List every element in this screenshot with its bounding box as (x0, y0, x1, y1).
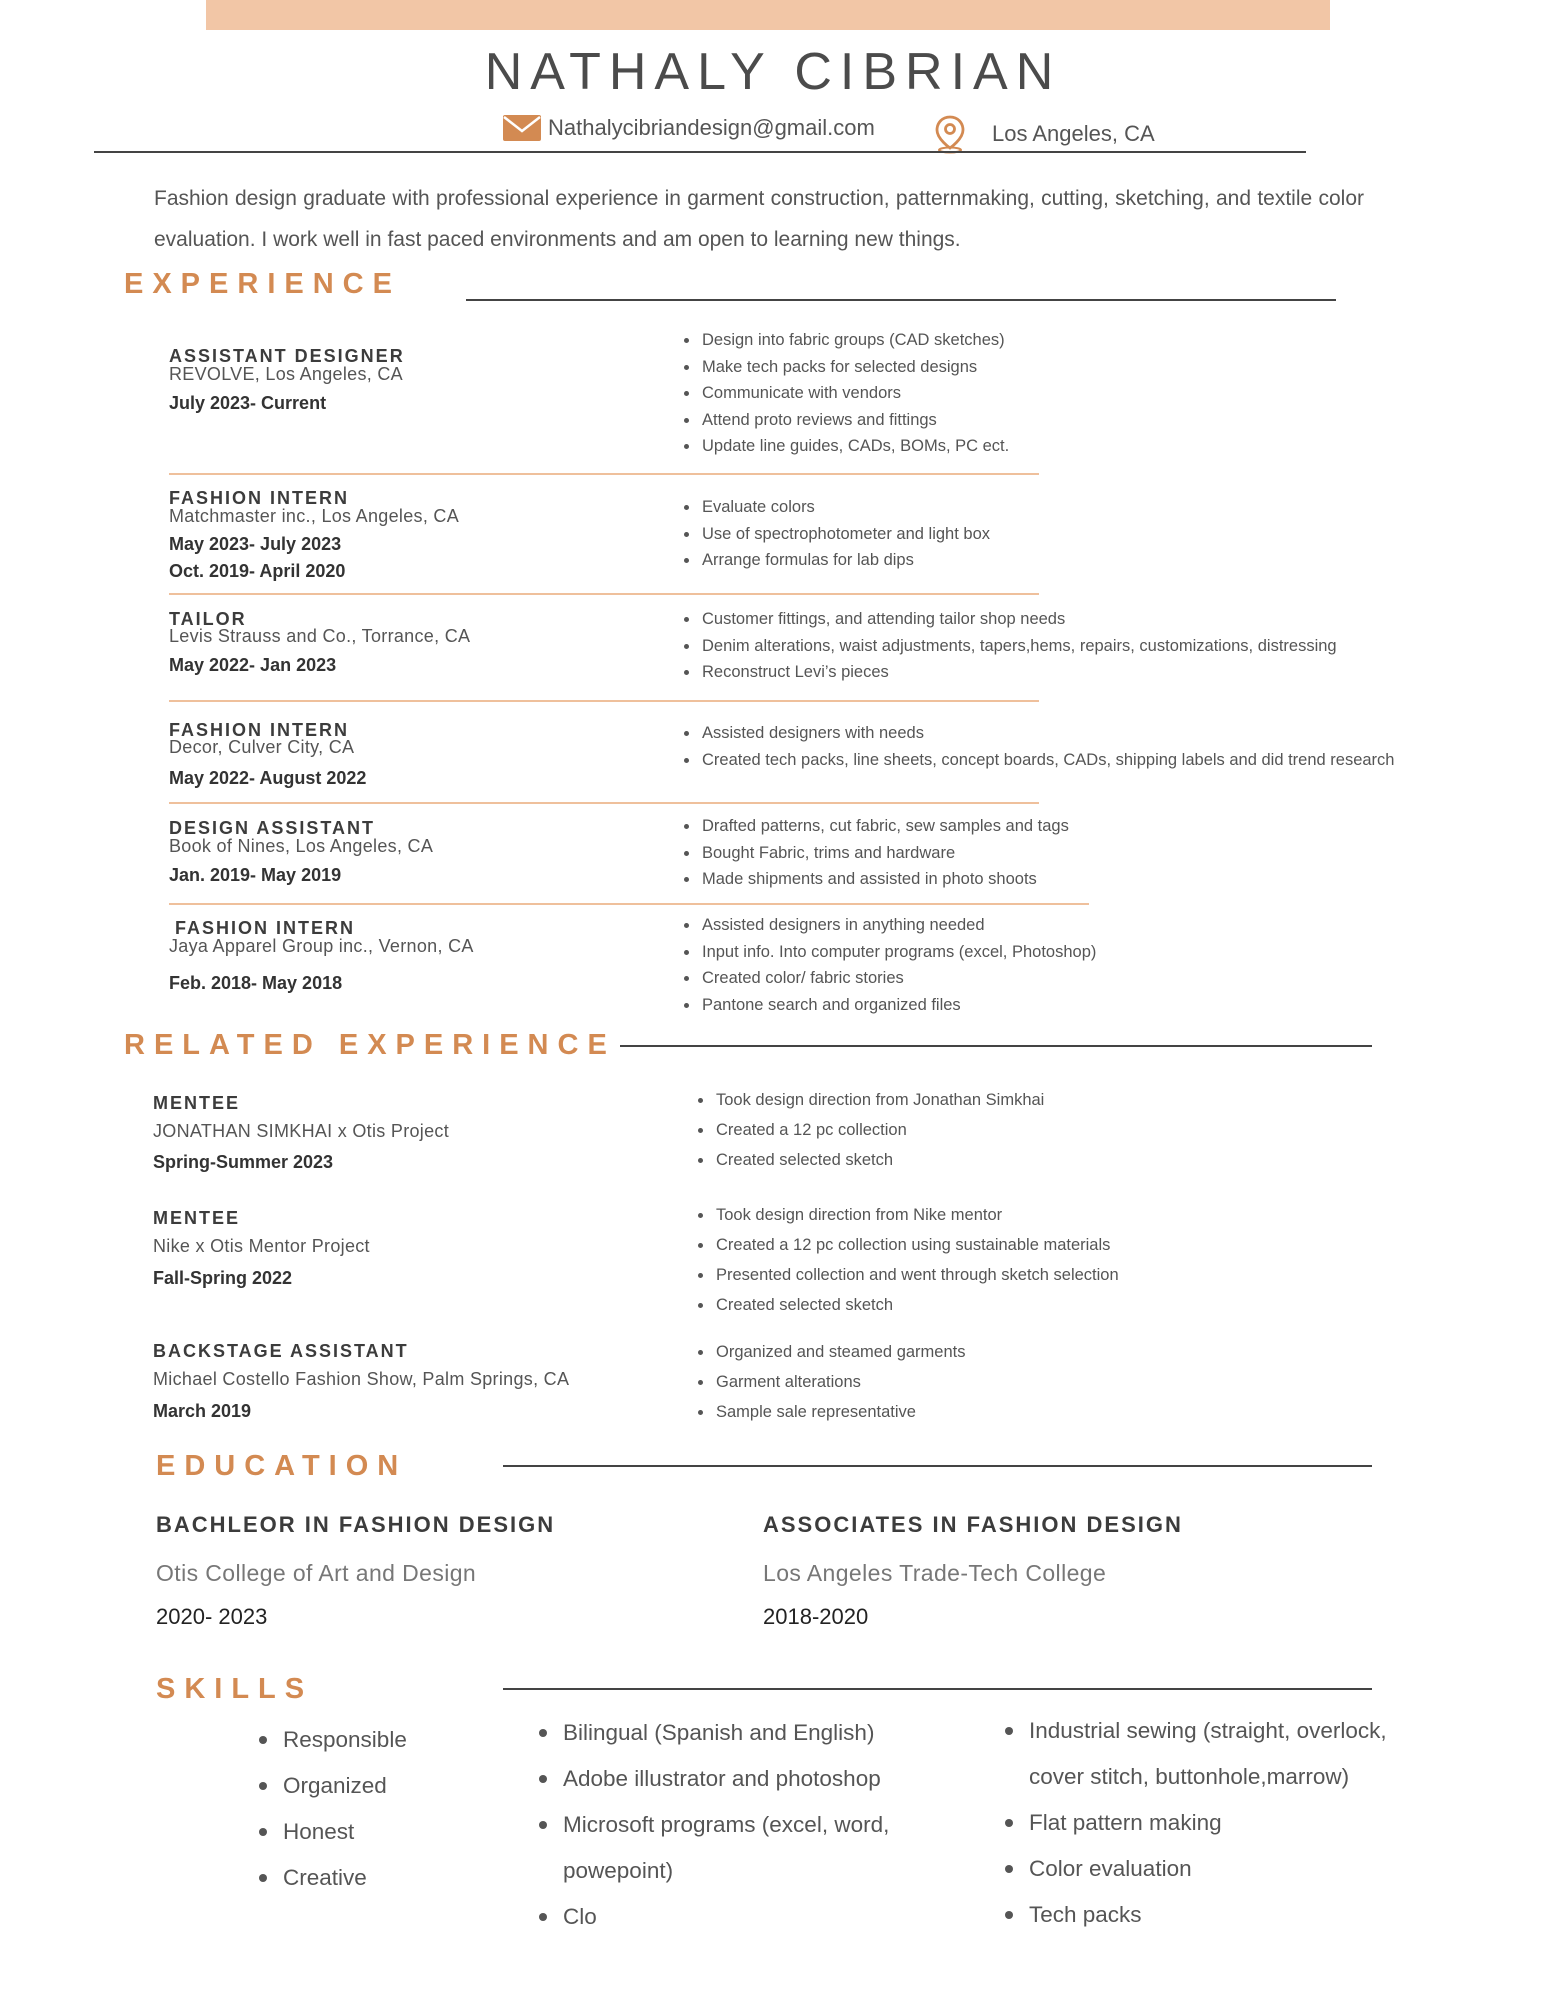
list-item: Honest (283, 1809, 407, 1855)
skills-divider (503, 1688, 1372, 1690)
job-bullets (680, 720, 1394, 773)
list-item: Bilingual (Spanish and English) (563, 1710, 889, 1756)
list-item: Input info. Into computer programs (excel, Photoshop) (702, 939, 1096, 966)
job-dates: May 2022- Jan 2023 (169, 655, 337, 675)
related-title: MENTEE (153, 1208, 241, 1228)
job-company: Jaya Apparel Group inc., Vernon, CA (169, 936, 474, 956)
job-company: REVOLVE, Los Angeles, CA (169, 364, 403, 384)
job-bullets (680, 606, 1337, 686)
job-dates: July 2023- Current (169, 393, 327, 413)
header-divider (94, 151, 1306, 153)
education-years: 2018-2020 (763, 1604, 869, 1629)
related-dates: Spring-Summer 2023 (153, 1152, 334, 1172)
list-item: Drafted patterns, cut fabric, sew samples and tags (702, 813, 1069, 840)
job-dates: Feb. 2018- May 2018 (169, 973, 343, 993)
job-divider (169, 593, 1039, 595)
list-item: Took design direction from Jonathan Simkhai (716, 1085, 1044, 1115)
list-item: Created selected sketch (716, 1145, 1044, 1175)
education-school: Los Angeles Trade-Tech College (763, 1560, 1107, 1586)
education-divider (503, 1465, 1372, 1467)
list-item: Attend proto reviews and fittings (702, 407, 1009, 434)
job-bullets (680, 912, 1096, 1018)
job-divider (169, 473, 1039, 475)
list-item: Reconstruct Levi’s pieces (702, 659, 1337, 686)
job-title: DESIGN ASSISTANT (169, 818, 376, 838)
list-item: Garment alterations (716, 1367, 965, 1397)
list-item: Adobe illustrator and photoshop (563, 1756, 889, 1802)
top-accent-bar (206, 0, 1330, 30)
job-bullets (680, 813, 1069, 893)
job-dates: Oct. 2019- April 2020 (169, 561, 346, 581)
related-bullets (694, 1085, 1044, 1175)
list-item: Assisted designers in anything needed (702, 912, 1096, 939)
list-item: Made shipments and assisted in photo shoots (702, 866, 1069, 893)
list-item: Make tech packs for selected designs (702, 354, 1009, 381)
list-item: Creative (283, 1855, 407, 1901)
related-dates: March 2019 (153, 1401, 252, 1421)
related-org: Michael Costello Fashion Show, Palm Springs, CA (153, 1369, 570, 1389)
related-experience-heading: RELATED EXPERIENCE (124, 1029, 616, 1061)
job-bullets (680, 494, 990, 574)
list-item: Tech packs (1029, 1892, 1387, 1938)
list-item: Arrange formulas for lab dips (702, 547, 990, 574)
list-item: Responsible (283, 1717, 407, 1763)
list-item: Design into fabric groups (CAD sketches) (702, 327, 1009, 354)
education-years: 2020- 2023 (156, 1604, 268, 1629)
related-title: MENTEE (153, 1093, 241, 1113)
list-item: Communicate with vendors (702, 380, 1009, 407)
job-company: Decor, Culver City, CA (169, 737, 355, 757)
list-item: Created tech packs, line sheets, concept boards, CADs, shipping labels and did trend research (702, 747, 1394, 774)
list-item: Flat pattern making (1029, 1800, 1387, 1846)
list-item: Industrial sewing (straight, overlock, (1029, 1708, 1387, 1754)
list-item: Created a 12 pc collection (716, 1115, 1044, 1145)
list-item: Organized and steamed garments (716, 1337, 965, 1367)
job-dates: Jan. 2019- May 2019 (169, 865, 342, 885)
job-dates: May 2023- July 2023 (169, 534, 342, 554)
related-org: Nike x Otis Mentor Project (153, 1236, 370, 1256)
job-company: Matchmaster inc., Los Angeles, CA (169, 506, 460, 526)
list-item: Pantone search and organized files (702, 992, 1096, 1019)
email-text[interactable]: Nathalycibriandesign@gmail.com (548, 115, 875, 140)
job-bullets (680, 327, 1009, 460)
candidate-name: NATHALY CIBRIAN (484, 43, 1062, 101)
job-title: TAILOR (169, 609, 247, 629)
list-item: Update line guides, CADs, BOMs, PC ect. (702, 433, 1009, 460)
related-org: JONATHAN SIMKHAI x Otis Project (153, 1121, 450, 1141)
related-divider (620, 1045, 1372, 1047)
related-title: BACKSTAGE ASSISTANT (153, 1341, 409, 1361)
list-item: Created a 12 pc collection using sustainable materials (716, 1230, 1119, 1260)
email-contact[interactable] (502, 114, 875, 142)
list-item: Presented collection and went through sketch selection (716, 1260, 1119, 1290)
job-title: FASHION INTERN (175, 918, 356, 938)
related-bullets (694, 1200, 1119, 1320)
skills-column-2 (535, 1710, 889, 1940)
list-item: Created selected sketch (716, 1290, 1119, 1320)
skills-heading: SKILLS (156, 1673, 314, 1705)
education-heading: EDUCATION (156, 1450, 408, 1482)
job-title: FASHION INTERN (169, 488, 350, 508)
list-item: Assisted designers with needs (702, 720, 1394, 747)
education-degree: ASSOCIATES IN FASHION DESIGN (763, 1512, 1183, 1537)
list-item: Use of spectrophotometer and light box (702, 521, 990, 548)
list-item: powepoint) (563, 1858, 674, 1883)
education-degree: BACHLEOR IN FASHION DESIGN (156, 1512, 556, 1537)
job-company: Book of Nines, Los Angeles, CA (169, 836, 434, 856)
list-item: Color evaluation (1029, 1846, 1387, 1892)
job-divider (169, 802, 1039, 804)
related-bullets (694, 1337, 965, 1427)
skills-column-3 (1001, 1708, 1387, 1938)
list-item: Clo (563, 1894, 889, 1940)
envelope-icon (502, 114, 542, 142)
experience-heading: EXPERIENCE (124, 268, 401, 300)
list-item: Bought Fabric, trims and hardware (702, 840, 1069, 867)
list-item: Denim alterations, waist adjustments, tapers,hems, repairs, customizations, distressing (702, 633, 1337, 660)
list-item: Took design direction from Nike mentor (716, 1200, 1119, 1230)
list-item: Created color/ fabric stories (702, 965, 1096, 992)
job-divider (169, 700, 1039, 702)
list-item: Customer fittings, and attending tailor shop needs (702, 606, 1337, 633)
job-dates: May 2022- August 2022 (169, 768, 367, 788)
job-company: Levis Strauss and Co., Torrance, CA (169, 626, 471, 646)
job-title: FASHION INTERN (169, 720, 350, 740)
list-item: Sample sale representative (716, 1397, 965, 1427)
job-divider (169, 903, 1089, 905)
education-school: Otis College of Art and Design (156, 1560, 477, 1586)
location-text: Los Angeles, CA (992, 121, 1155, 146)
list-item: Microsoft programs (excel, word, (563, 1802, 889, 1848)
summary-paragraph: Fashion design graduate with professional experience in garment construction, patternmaking, cutting, sketching, and textile color evaluation. I work well in fast paced environments and am open to learning new things. (154, 187, 1364, 251)
location-contact (930, 114, 1155, 154)
list-item: cover stitch, buttonhole,marrow) (1029, 1764, 1350, 1789)
experience-divider (466, 299, 1336, 301)
related-dates: Fall-Spring 2022 (153, 1268, 293, 1288)
job-title: ASSISTANT DESIGNER (169, 346, 405, 366)
list-item: Organized (283, 1763, 407, 1809)
skills-column-1 (255, 1717, 407, 1901)
map-pin-icon (930, 114, 970, 154)
list-item: Evaluate colors (702, 494, 990, 521)
